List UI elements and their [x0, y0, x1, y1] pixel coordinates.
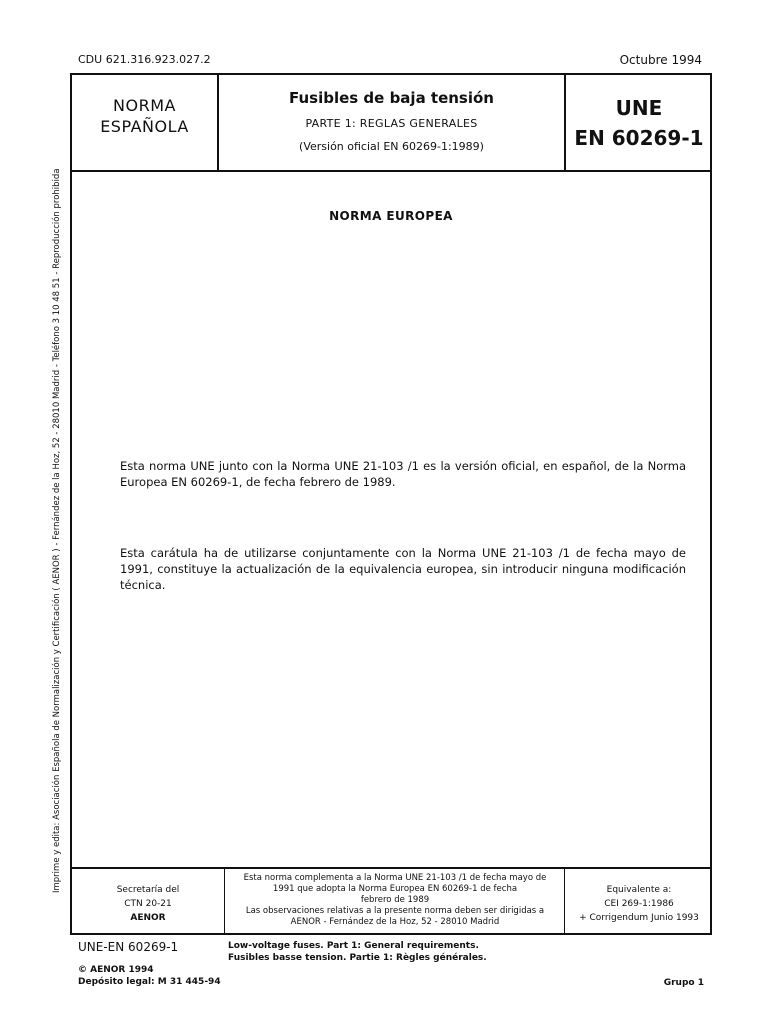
complement-line1: Esta norma complementa a la Norma UNE 21-103 /1 de fecha mayo de — [243, 873, 547, 883]
document-frame — [70, 73, 712, 935]
document-code: UNE-EN 60269-1 — [78, 940, 179, 954]
secretariat-line3: AENOR — [130, 913, 166, 923]
translated-titles — [228, 940, 487, 964]
secretariat-info — [72, 883, 224, 925]
equivalence-info — [566, 883, 712, 925]
paragraph-1: Esta norma UNE junto con la Norma UNE 21-103 /1 es la versión oficial, en español, de la Norma Europea EN 60269-1, de fecha febrero de 1989. — [120, 459, 686, 489]
secretariat-line2: CTN 20-21 — [124, 899, 172, 909]
document-title: Fusibles de baja tensión — [288, 89, 494, 107]
norma-label-line2: ESPAÑOLA — [100, 117, 189, 136]
section-heading: NORMA EUROPEA — [329, 209, 453, 223]
french-title: Fusibles basse tension. Partie 1: Règles générales. — [228, 953, 487, 963]
copyright: © AENOR 1994 — [78, 965, 154, 975]
standard-number — [566, 93, 712, 153]
complement-line4: Las observaciones relativas a la presente norma deben ser dirigidas a — [245, 906, 545, 916]
norma-espanola-label — [72, 95, 217, 137]
une-label: UNE — [615, 96, 663, 120]
deposito-legal: Depósito legal: M 31 445-94 — [78, 977, 221, 987]
document-subtitle: PARTE 1: REGLAS GENERALES — [305, 117, 478, 130]
english-title: Low-voltage fuses. Part 1: General requirements. — [228, 941, 479, 951]
secretariat-line1: Secretaría del — [116, 885, 180, 895]
title-block — [219, 89, 564, 153]
equivalence-line2: CEI 269-1:1986 — [604, 899, 674, 909]
norma-label-line1: NORMA — [113, 96, 176, 115]
complement-line2: 1991 que adopta la Norma Europea EN 60269-1 de fecha — [272, 884, 518, 894]
price-group: Grupo 1 — [663, 978, 704, 988]
complement-line3: febrero de 1989 — [360, 895, 430, 905]
publication-date: Octubre 1994 — [619, 53, 702, 67]
publisher-side-note: Imprime y edita: Asociación Española de Normalización y Certificación ( AENOR ) - Fernández de la Hoz, 52 - 28010 Madrid - Teléfono 3 10 48 51 - Reproducción prohibida — [52, 168, 62, 893]
legal-info — [78, 964, 221, 988]
official-version: (Versión oficial EN 60269-1:1989) — [299, 140, 484, 153]
complement-line5: AENOR - Fernández de la Hoz, 52 - 28010 Madrid — [290, 917, 500, 927]
equivalence-line1: Equivalente a: — [606, 885, 672, 895]
cdu-code: CDU 621.316.923.027.2 — [78, 53, 211, 66]
standard-code: EN 60269-1 — [574, 126, 704, 150]
equivalence-line3: + Corrigendum Junio 1993 — [579, 913, 699, 923]
complement-note — [226, 873, 564, 928]
paragraph-2: Esta carátula ha de utilizarse conjuntamente con la Norma UNE 21-103 /1 de fecha mayo de 1991, constituye la actualización de la equivalencia europea, sin introducir ninguna modificación técnica. — [120, 546, 686, 592]
